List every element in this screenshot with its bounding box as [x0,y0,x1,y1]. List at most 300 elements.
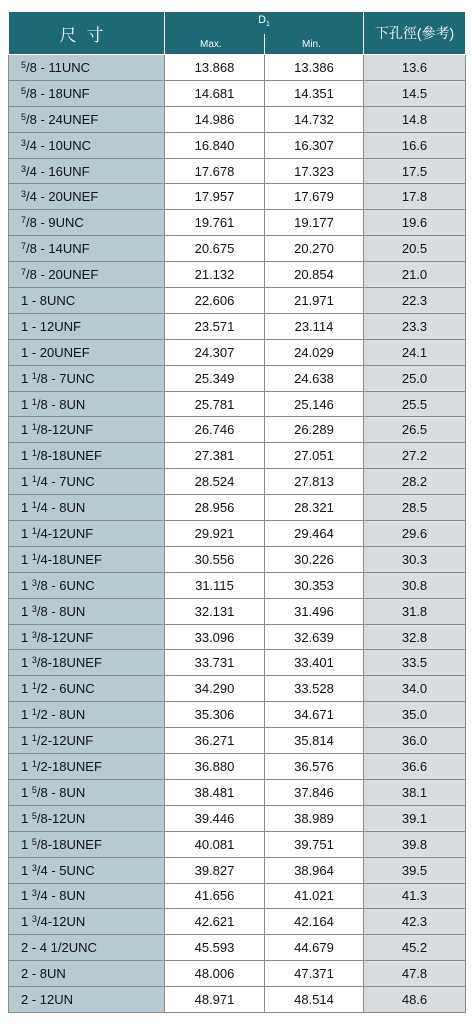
d1-min-cell: 33.528 [265,676,364,702]
thread-spec: - 16UNF [36,163,90,179]
hole-diameter-cell: 41.3 [364,883,466,909]
d1-max-cell: 42.621 [165,909,265,935]
thread-size-cell [9,857,165,883]
fraction-numerator: 3 [21,189,27,200]
table-row [9,288,466,314]
thread-spec: - 10UNC [36,137,92,153]
whole-part: 1 [21,733,32,749]
thread-size-cell [9,313,165,339]
hole-diameter-cell: 32.8 [364,624,466,650]
d1-max-cell: 16.840 [165,132,265,158]
d1-max-cell: 28.956 [165,495,265,521]
whole-part: 1 [21,448,32,464]
d1-min-cell: 44.679 [265,935,364,961]
d1-min-cell: 28.321 [265,495,364,521]
thread-spec: - 5UNC [47,862,95,878]
d1-max-cell: 39.446 [165,805,265,831]
fraction-numerator: 3 [31,629,37,640]
fraction-part: $^3$/8 [31,603,48,619]
d1-max-cell: 33.096 [165,624,265,650]
thread-spec: -18UNEF [47,836,102,852]
d1-max-cell: 30.556 [165,546,265,572]
fraction-part: $^1$/4 [31,500,48,516]
thread-spec: - 8UN [47,784,86,800]
thread-size-cell [9,909,165,935]
fraction-part: $^1$/8 [31,370,48,386]
d1-max-cell: 21.132 [165,262,265,288]
whole-part: 2 [21,966,29,982]
hole-diameter-cell: 38.1 [364,779,466,805]
table-row [9,443,466,469]
d1-min-cell: 38.964 [265,857,364,883]
whole-part: 1 [21,629,32,645]
thread-size-cell [9,521,165,547]
fraction-part: $^5$/8 [21,85,37,101]
whole-part: 1 [21,318,29,334]
hole-diameter-cell: 25.5 [364,391,466,417]
table-row [9,702,466,728]
hole-diameter-cell: 33.5 [364,650,466,676]
thread-spec: - 8UN [47,888,86,904]
fraction-part: $^1$/8 [31,396,48,412]
d1-min-cell: 27.051 [265,443,364,469]
max-subheader: Max. [200,39,222,50]
d1-min-cell: 30.353 [265,572,364,598]
d1-max-cell: 14.681 [165,80,265,106]
fraction-numerator: 1 [31,370,37,381]
thread-size-cell [9,469,165,495]
fraction-numerator: 5 [31,784,37,795]
thread-spec: -18UNEF [47,448,102,464]
whole-part: 1 [21,758,32,774]
thread-size-cell [9,779,165,805]
fraction-part: $^1$/2 [31,733,48,749]
table-row [9,857,466,883]
whole-part: 1 [21,500,32,516]
thread-spec: - 20UNEF [36,267,99,283]
fraction-part: $^3$/4 [21,137,37,153]
fraction-part: $^3$/8 [31,577,48,593]
d1-min-cell: 25.146 [265,391,364,417]
thread-size-cell [9,210,165,236]
d1-min-cell: 33.401 [265,650,364,676]
d1-max-cell: 20.675 [165,236,265,262]
d1-max-cell: 13.868 [165,55,265,81]
fraction-part: $^1$/4 [31,474,48,490]
table-row [9,521,466,547]
thread-spec: -12UN [47,914,86,930]
hole-diameter-cell: 35.0 [364,702,466,728]
thread-spec: -12UNF [47,629,94,645]
fraction-numerator: 1 [31,422,37,433]
hole-diameter-cell: 39.8 [364,831,466,857]
fraction-part: $^1$/2 [31,707,48,723]
fraction-numerator: 1 [31,707,37,718]
thread-spec: - 9UNC [36,215,84,231]
d1-min-cell: 34.671 [265,702,364,728]
thread-spec: -12UNF [47,422,94,438]
table-row [9,805,466,831]
whole-part: 1 [21,707,32,723]
d1-max-cell: 35.306 [165,702,265,728]
d1-max-cell: 48.006 [165,961,265,987]
fraction-numerator: 1 [31,500,37,511]
d1-max-cell: 41.656 [165,883,265,909]
table-row [9,80,466,106]
size-column-header: 尺寸 [9,12,165,55]
fraction-numerator: 1 [31,474,37,485]
hole-diameter-cell: 36.0 [364,728,466,754]
fraction-numerator: 1 [31,396,37,407]
fraction-part: $^3$/4 [31,862,48,878]
hole-diameter-cell: 42.3 [364,909,466,935]
table-row [9,728,466,754]
hole-diameter-cell: 24.1 [364,339,466,365]
thread-spec: - 7UNC [47,474,95,490]
thread-size-cell [9,288,165,314]
thread-spec: -18UNEF [47,551,102,567]
d1-min-cell: 23.114 [265,313,364,339]
table-row [9,754,466,780]
table-row [9,987,466,1013]
hole-diameter-cell: 17.8 [364,184,466,210]
fraction-part: $^1$/2 [31,681,48,697]
fraction-part: $^3$/4 [21,163,37,179]
fraction-part: $^5$/8 [31,836,48,852]
table-row [9,236,466,262]
hole-diameter-cell: 34.0 [364,676,466,702]
whole-part: 1 [21,655,32,671]
whole-part: 1 [21,603,32,619]
hole-diameter-cell: 14.8 [364,106,466,132]
d1-min-cell: 20.270 [265,236,364,262]
fraction-part: $^7$/8 [21,267,37,283]
thread-spec: -12UNF [47,733,94,749]
hole-diameter-cell: 14.5 [364,80,466,106]
fraction-part: $^5$/8 [31,784,48,800]
table-row [9,158,466,184]
fraction-numerator: 5 [31,810,37,821]
fraction-part: $^1$/2 [31,758,48,774]
whole-part: 1 [21,836,32,852]
table-row [9,779,466,805]
d1-min-cell: 36.576 [265,754,364,780]
hole-diameter-cell: 19.6 [364,210,466,236]
thread-size-cell [9,80,165,106]
fraction-numerator: 7 [21,267,27,278]
thread-spec: - 20UNEF [28,344,90,360]
table-row [9,262,466,288]
thread-size-cell [9,624,165,650]
hole-diameter-cell: 27.2 [364,443,466,469]
min-subheader: Min. [302,39,321,50]
d1-min-cell: 16.307 [265,132,364,158]
d1-max-cell: 45.593 [165,935,265,961]
table-row [9,935,466,961]
thread-size-cell [9,365,165,391]
d1-max-cell: 17.678 [165,158,265,184]
fraction-numerator: 1 [31,551,37,562]
whole-part: 1 [21,344,29,360]
thread-size-cell [9,262,165,288]
fraction-numerator: 3 [21,163,27,174]
d1-min-cell: 47.371 [265,961,364,987]
d1-column-header [165,12,364,55]
hole-diameter-cell: 23.3 [364,313,466,339]
table-row [9,365,466,391]
table-row [9,391,466,417]
table-row [9,598,466,624]
thread-spec: - 8UN [47,603,86,619]
d1-min-cell: 24.638 [265,365,364,391]
thread-spec: -12UNF [47,525,94,541]
thread-size-cell [9,728,165,754]
table-body [9,55,466,1013]
fraction-numerator: 1 [31,525,37,536]
table-row [9,417,466,443]
whole-part: 1 [21,862,32,878]
thread-size-cell [9,158,165,184]
hole-diameter-cell: 36.6 [364,754,466,780]
hole-diameter-cell: 21.0 [364,262,466,288]
fraction-numerator: 1 [31,758,37,769]
thread-spec: - 12UNF [28,318,81,334]
fraction-numerator: 1 [31,681,37,692]
hole-diameter-cell: 16.6 [364,132,466,158]
d1-max-cell: 24.307 [165,339,265,365]
hole-diameter-cell: 47.8 [364,961,466,987]
whole-part: 1 [21,810,32,826]
fraction-numerator: 3 [31,655,37,666]
thread-size-table [8,11,466,1013]
fraction-part: $^3$/4 [31,914,48,930]
hole-diameter-cell: 22.3 [364,288,466,314]
d1-min-cell: 32.639 [265,624,364,650]
d1-max-cell: 27.381 [165,443,265,469]
thread-size-cell [9,676,165,702]
d1-max-cell: 28.524 [165,469,265,495]
thread-spec: - 12UN [28,992,74,1007]
hole-diameter-cell: 17.5 [364,158,466,184]
d1-min-cell: 20.854 [265,262,364,288]
d1-min-cell: 26.289 [265,417,364,443]
thread-size-table-container [8,11,465,1013]
thread-size-cell [9,805,165,831]
fraction-part: $^3$/8 [31,655,48,671]
d1-max-cell: 38.481 [165,779,265,805]
table-header-row [9,12,466,55]
thread-spec: - 11UNC [36,59,91,75]
table-row [9,106,466,132]
whole-part: 1 [21,888,32,904]
thread-size-cell [9,106,165,132]
table-row [9,469,466,495]
hole-diameter-cell: 13.6 [364,55,466,81]
thread-spec: - 24UNEF [36,111,99,127]
d1-max-cell: 19.761 [165,210,265,236]
hole-diameter-cell: 28.5 [364,495,466,521]
fraction-part: $^7$/8 [21,241,37,257]
thread-size-cell [9,961,165,987]
fraction-part: $^1$/4 [31,551,48,567]
table-row [9,546,466,572]
d1-max-cell: 25.781 [165,391,265,417]
d1-min-cell: 31.496 [265,598,364,624]
fraction-part: $^5$/8 [21,59,37,75]
d1-label: D [258,14,267,26]
d1-min-cell: 35.814 [265,728,364,754]
thread-size-cell [9,935,165,961]
thread-spec: - 20UNEF [36,189,99,205]
fraction-numerator: 3 [31,577,37,588]
thread-size-cell [9,417,165,443]
fraction-numerator: 7 [21,215,27,226]
fraction-numerator: 3 [31,603,37,614]
table-row [9,495,466,521]
thread-size-cell [9,831,165,857]
fraction-numerator: 1 [31,448,37,459]
fraction-part: $^1$/8 [31,422,48,438]
whole-part: 1 [21,784,32,800]
thread-spec: -12UN [47,810,86,826]
fraction-part: $^7$/8 [21,215,37,231]
table-row [9,132,466,158]
d1-max-cell: 29.921 [165,521,265,547]
thread-size-cell [9,883,165,909]
table-row [9,55,466,81]
fraction-numerator: 5 [31,836,37,847]
fraction-part: $^3$/4 [21,189,37,205]
d1-min-cell: 14.351 [265,80,364,106]
whole-part: 1 [21,396,32,412]
d1-max-cell: 23.571 [165,313,265,339]
fraction-part: $^3$/8 [31,629,48,645]
table-row [9,184,466,210]
d1-max-cell: 32.131 [165,598,265,624]
fraction-numerator: 5 [21,59,27,70]
table-row [9,624,466,650]
fraction-part: $^3$/4 [31,888,48,904]
fraction-numerator: 3 [21,137,27,148]
table-row [9,676,466,702]
hole-diameter-cell: 26.5 [364,417,466,443]
thread-size-cell [9,132,165,158]
thread-spec: - 18UNF [36,85,90,101]
hole-diameter-cell: 30.3 [364,546,466,572]
d1-min-cell: 41.021 [265,883,364,909]
whole-part: 1 [21,292,29,308]
d1-min-cell: 48.514 [265,987,364,1013]
d1-max-cell: 26.746 [165,417,265,443]
whole-part: 1 [21,370,32,386]
whole-part: 1 [21,525,32,541]
table-row [9,650,466,676]
thread-size-cell [9,650,165,676]
fraction-numerator: 5 [21,111,27,122]
d1-max-cell: 36.880 [165,754,265,780]
d1-min-cell: 24.029 [265,339,364,365]
hole-diameter-cell: 39.5 [364,857,466,883]
fraction-numerator: 3 [31,914,37,925]
fraction-numerator: 3 [31,888,37,899]
d1-max-cell: 33.731 [165,650,265,676]
d1-min-cell: 42.164 [265,909,364,935]
hole-diameter-cell: 31.8 [364,598,466,624]
d1-min-cell: 14.732 [265,106,364,132]
thread-size-cell [9,572,165,598]
whole-part: 1 [21,474,32,490]
d1-max-cell: 48.971 [165,987,265,1013]
d1-max-cell: 22.606 [165,288,265,314]
thread-size-cell [9,391,165,417]
whole-part: 1 [21,681,32,697]
thread-size-cell [9,987,165,1013]
d1-min-cell: 27.813 [265,469,364,495]
hole-diameter-cell: 29.6 [364,521,466,547]
whole-part: 1 [21,551,32,567]
thread-spec: - 8UN [47,707,86,723]
whole-part: 1 [21,577,32,593]
thread-size-cell [9,443,165,469]
table-row [9,572,466,598]
thread-spec: -18UNEF [47,758,102,774]
thread-spec: - 8UN [47,396,86,412]
hole-diameter-cell: 39.1 [364,805,466,831]
thread-spec: - 6UNC [47,681,95,697]
fraction-numerator: 7 [21,241,27,252]
fraction-numerator: 3 [31,862,37,873]
d1-max-cell: 14.986 [165,106,265,132]
thread-spec: - 14UNF [36,241,90,257]
thread-spec: - 8UN [47,500,86,516]
d1-max-cell: 34.290 [165,676,265,702]
d1-min-cell: 37.846 [265,779,364,805]
fraction-part: $^5$/8 [21,111,37,127]
thread-spec: - 7UNC [47,370,95,386]
table-row [9,831,466,857]
d1-min-cell: 19.177 [265,210,364,236]
d1-min-cell: 30.226 [265,546,364,572]
d1-max-cell: 17.957 [165,184,265,210]
d1-min-cell: 29.464 [265,521,364,547]
hole-diameter-cell: 20.5 [364,236,466,262]
table-row [9,909,466,935]
hole-diameter-cell: 25.0 [364,365,466,391]
fraction-numerator: 5 [21,85,27,96]
hole-diameter-cell: 30.8 [364,572,466,598]
thread-size-cell [9,339,165,365]
thread-spec: - 6UNC [47,577,95,593]
d1-min-cell: 21.971 [265,288,364,314]
hole-diameter-cell: 45.2 [364,935,466,961]
thread-spec: -18UNEF [47,655,102,671]
d1-max-cell: 39.827 [165,857,265,883]
d1-min-cell: 13.386 [265,55,364,81]
table-row [9,961,466,987]
d1-max-cell: 40.081 [165,831,265,857]
d1-max-cell: 31.115 [165,572,265,598]
d1-min-cell: 38.989 [265,805,364,831]
d1-max-cell: 36.271 [165,728,265,754]
whole-part: 1 [21,422,32,438]
d1-min-cell: 17.679 [265,184,364,210]
hole-diameter-cell: 48.6 [364,987,466,1013]
d1-subscript: 1 [266,21,270,29]
fraction-part: $^1$/8 [31,448,48,464]
whole-part: 2 [21,940,29,956]
table-row [9,210,466,236]
table-row [9,313,466,339]
